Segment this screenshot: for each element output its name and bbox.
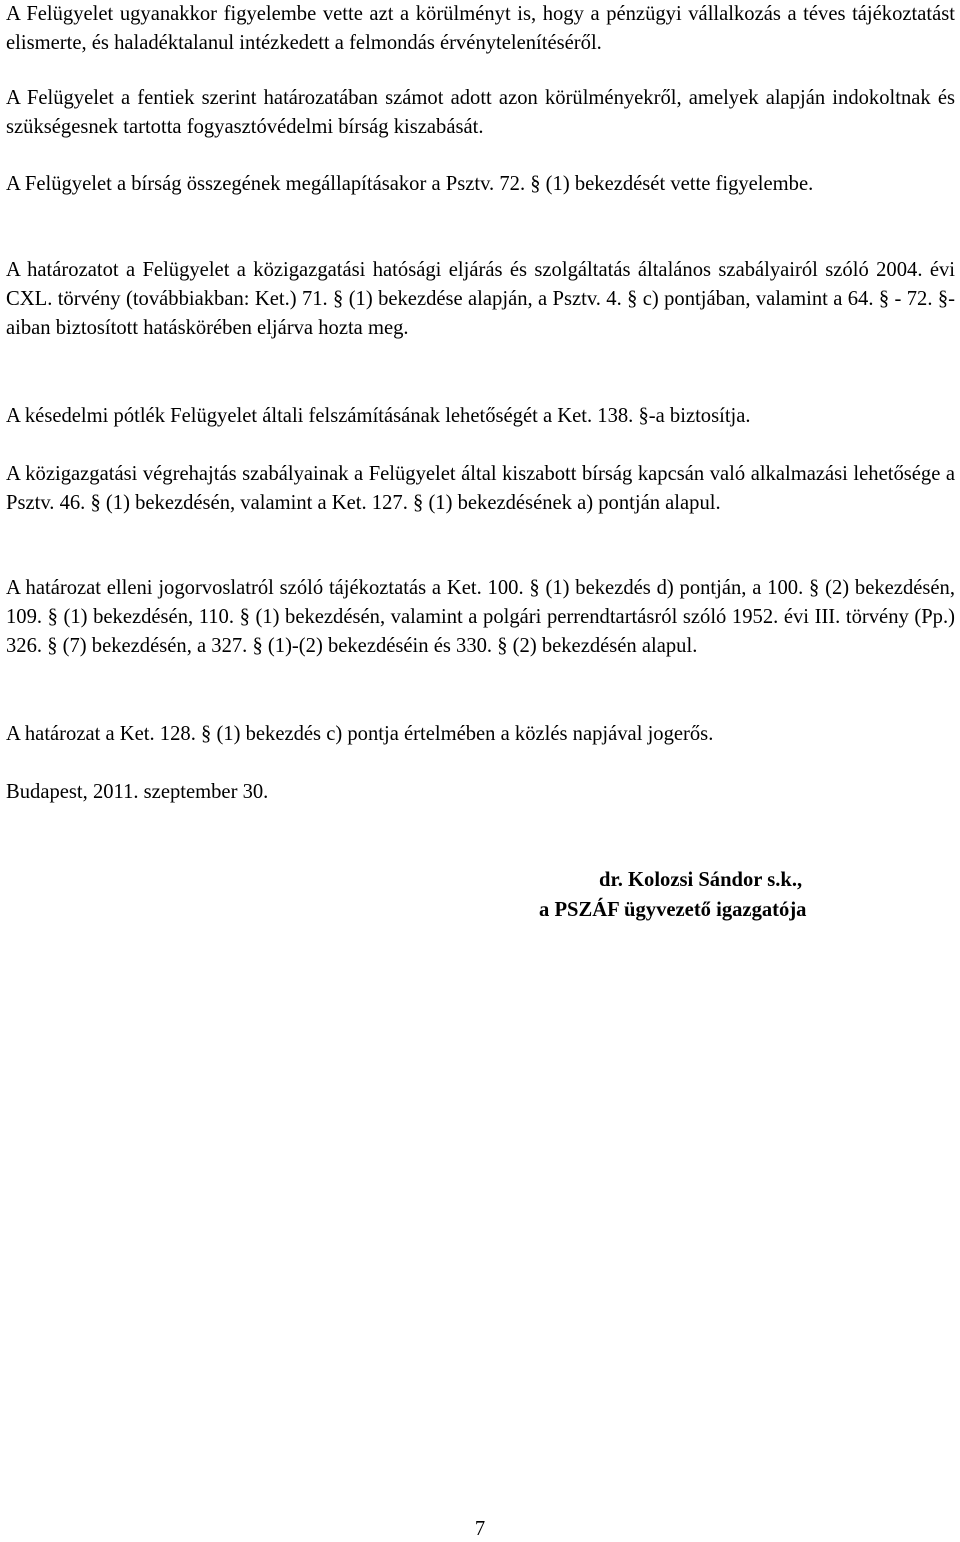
paragraph-2: A Felügyelet a fentiek szerint határozatában számot adott azon körülményekről, amelyek alapján indokoltnak és szükségesnek tartotta fogyasztóvédelmi bírság kiszabását. xyxy=(6,87,955,138)
paragraph-3: A Felügyelet a bírság összegének megállapításakor a Psztv. 72. § (1) bekezdését vette figyelembe. xyxy=(6,173,814,195)
paragraph-5: A késedelmi pótlék Felügyelet általi felszámításának lehetőségét a Ket. 138. §-a biztosítja. xyxy=(6,405,751,427)
signatory-name: dr. Kolozsi Sándor s.k., xyxy=(599,869,803,891)
signatory-title: a PSZÁF ügyvezető igazgatója xyxy=(539,899,807,921)
paragraph-4: A határozatot a Felügyelet a közigazgatási hatósági eljárás és szolgáltatás általános szabályairól szóló 2004. évi CXL. törvény (továbbiakban: Ket.) 71. § (1) bekezdése alapján, a Psztv. 4. § c) pontjában, valamint a 64. § - 72. §-aiban biztosított hatáskörében eljárva hozta meg. xyxy=(6,259,955,339)
paragraph-7: A határozat elleni jogorvoslatról szóló tájékoztatás a Ket. 100. § (1) bekezdés d) pontján, a 100. § (2) bekezdésén, 109. § (1) bekezdésén, 110. § (1) bekezdésén, valamint a polgári perrendtartásról szóló 1952. évi III. törvény (Pp.) 326. § (7) bekezdésén, a 327. § (1)-(2) bekezdéséin és 330. § (2) bekezdésén alapul. xyxy=(6,577,955,657)
page-number: 7 xyxy=(474,1518,486,1540)
paragraph-6: A közigazgatási végrehajtás szabályainak a Felügyelet által kiszabott bírság kapcsán való alkalmazási lehetősége a Psztv. 46. § (1) bekezdésén, valamint a Ket. 127. § (1) bekezdésének a) pontján alapul. xyxy=(6,463,955,514)
paragraph-1: A Felügyelet ugyanakkor figyelembe vette azt a körülményt is, hogy a pénzügyi vállalkozás a téves tájékoztatást elismerte, és haladéktalanul intézkedett a felmondás érvénytelenítéséről. xyxy=(6,3,955,54)
date-line: Budapest, 2011. szeptember 30. xyxy=(6,781,269,803)
paragraph-8: A határozat a Ket. 128. § (1) bekezdés c) pontja értelmében a közlés napjával jogerős. xyxy=(6,723,714,745)
